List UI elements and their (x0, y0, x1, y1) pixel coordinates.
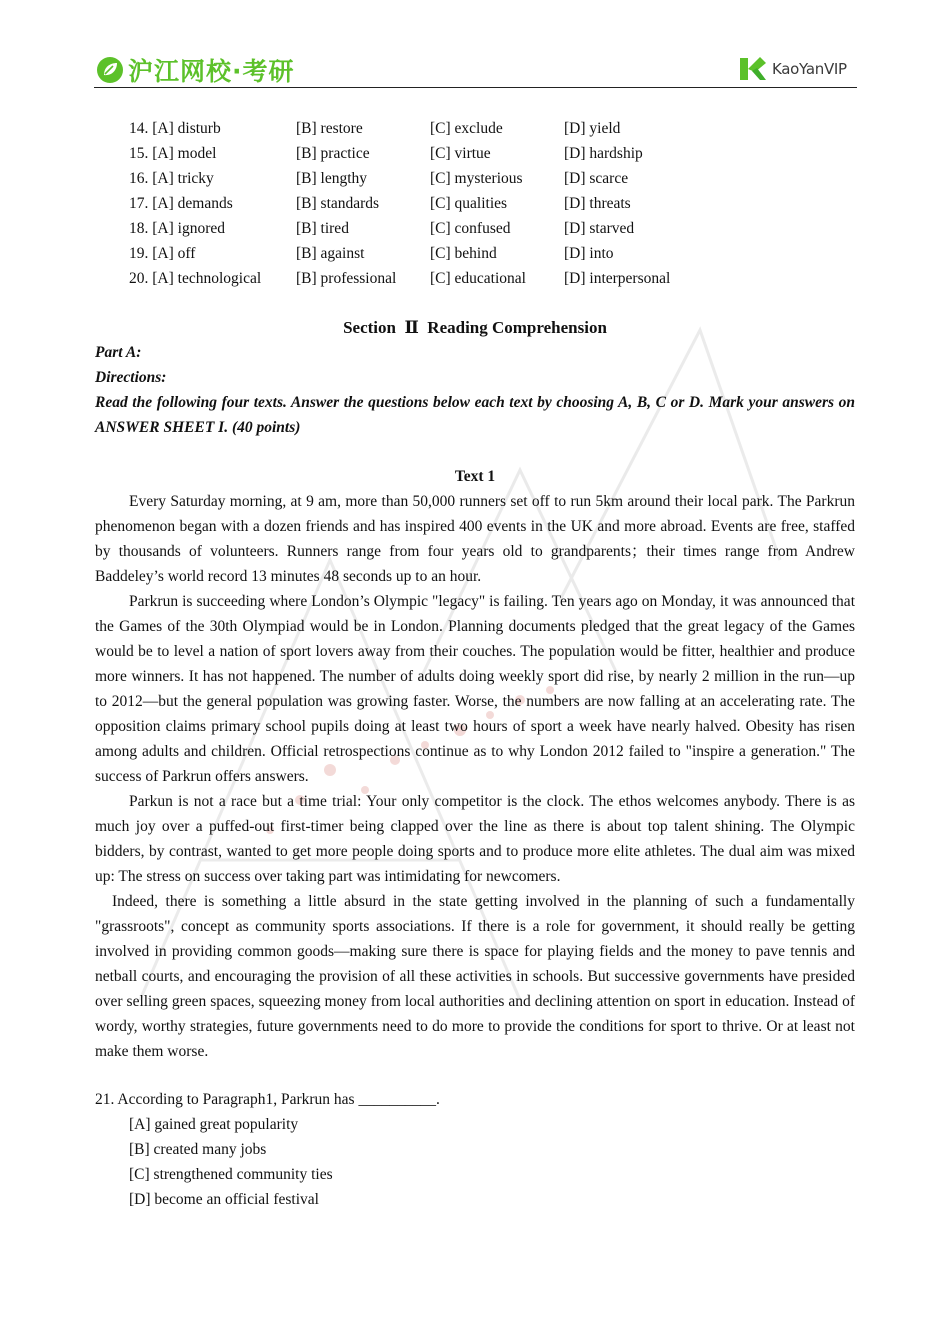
choice-a: [A] gained great popularity (129, 1116, 299, 1133)
option-b: [B] restore (296, 120, 363, 137)
option-d: [D] scarce (564, 170, 629, 187)
page-header (0, 0, 950, 92)
option-b: [B] against (296, 245, 365, 262)
option-c: [C] qualities (430, 195, 508, 212)
option-a: 18. [A] ignored (129, 220, 225, 237)
option-row-14 (129, 116, 749, 141)
directions-label: Directions: (95, 369, 167, 386)
option-c: [C] virtue (430, 145, 491, 162)
option-c: [C] behind (430, 245, 497, 262)
option-d: [D] interpersonal (564, 270, 671, 287)
paragraph-1: Every Saturday morning, at 9 am, more than 50,000 runners set off to run 5km around their local park. The Parkrun phenomenon began with a dozen friends and has inspired 400 events in the UK and more abroad. Events are free, staffed by thousands of volunteers. Runners range from four years old to grandparents；their times range from Andrew Baddeley’s world record 13 minutes 48 seconds up to an hour. (95, 493, 855, 585)
choice-d: [D] become an official festival (129, 1191, 319, 1208)
option-b: [B] standards (296, 195, 380, 212)
option-a: 20. [A] technological (129, 270, 262, 287)
option-row-18 (129, 216, 749, 241)
option-a: 16. [A] tricky (129, 170, 214, 187)
text-1-passage (95, 489, 855, 1064)
brand-left-text: 沪江网校·考研 (128, 57, 295, 86)
option-a: 19. [A] off (129, 245, 196, 262)
paragraph-4: Indeed, there is something a little absurd in the state getting involved in the planning of such a fundamentally "grassroots", concept as community sports associations. If there is a role for government, it should really be getting involved in providing common goods—making sure there is space for playing fields and the money to pave tennis and netball courts, and encouraging the provision of all these activities in schools. But successive governments have presided over selling green spaces, squeezing money from local authorities and declining attention on sport in education. Instead of wordy, worthy strategies, future governments need to do more to provide the conditions for sport to thrive. Or at least not make them worse. (95, 893, 855, 1060)
header-divider (94, 87, 857, 88)
brand-right-text: KaoYanVIP (772, 60, 847, 78)
choice-b: [B] created many jobs (129, 1141, 267, 1158)
option-b: [B] practice (296, 145, 370, 162)
paragraph-2: Parkrun is succeeding where London’s Olympic "legacy" is failing. Ten years ago on Monday, it was announced that the Games of the 30th Olympiad would be in London. Planning documents pledged that the great legacy of the Games would be to level a nation of sport lovers away from their couches. The population would be fitter, healthier and produce more winners. It has not happened. The number of adults doing weekly sport did rise, by nearly 2 million in the run—up to 2012—but the general population was growing faster. Worse, the numbers are now falling at an accelerating rate. The opposition claims primary school pupils doing at least two hours of sport a week have nearly halved. Obesity has risen among adults and children. Official retrospections continue as to why London 2012 failed to "inspire a generation." The success of Parkrun offers answers. (95, 593, 855, 785)
option-d: [D] starved (564, 220, 635, 237)
option-row-17 (129, 191, 749, 216)
option-c: [C] educational (430, 270, 526, 287)
text-1-title: Text 1 (454, 468, 496, 485)
option-row-16 (129, 166, 749, 191)
option-c: [C] confused (430, 220, 511, 237)
question-stem: 21. According to Paragraph1, Parkrun has __________. (95, 1091, 440, 1108)
leaf-icon (96, 56, 124, 84)
option-c: [C] exclude (430, 120, 503, 137)
paragraph-3: Parkun is not a race but a time trial: Your only competitor is the clock. The ethos welcomes anybody. There is as much joy over a puffed-out first-timer being clapped over the line as there is about top talent shining. The Olympic bidders, by contrast, wanted to get more people doing sports and to produce more elite athletes. The dual aim was mixed up: The stress on success over taking part was intimidating for newcomers. (95, 793, 855, 885)
option-a: 17. [A] demands (129, 195, 233, 212)
section-title: Section Ⅱ Reading Comprehension (343, 318, 607, 337)
option-b: [B] professional (296, 270, 397, 287)
option-d: [D] into (564, 245, 614, 262)
option-row-15 (129, 141, 749, 166)
kaoyanvip-logo (738, 55, 847, 83)
question-21 (95, 1087, 855, 1212)
option-d: [D] yield (564, 120, 621, 137)
option-row-20 (129, 266, 749, 291)
option-a: 14. [A] disturb (129, 120, 221, 137)
option-row-19 (129, 241, 749, 266)
option-a: 15. [A] model (129, 145, 217, 162)
cloze-options (129, 116, 749, 291)
choice-c: [C] strengthened community ties (129, 1166, 333, 1183)
hujiang-logo (96, 52, 295, 88)
part-label: Part A: (95, 344, 142, 361)
option-d: [D] hardship (564, 145, 643, 162)
option-b: [B] lengthy (296, 170, 368, 187)
option-b: [B] tired (296, 220, 349, 237)
option-c: [C] mysterious (430, 170, 523, 187)
k-logo-icon (738, 55, 766, 83)
directions-text: Read the following four texts. Answer the questions below each text by choosing A, B, C or D. Mark your answers on ANSWER SHEET I. (40 points) (95, 394, 855, 436)
option-d: [D] threats (564, 195, 631, 212)
